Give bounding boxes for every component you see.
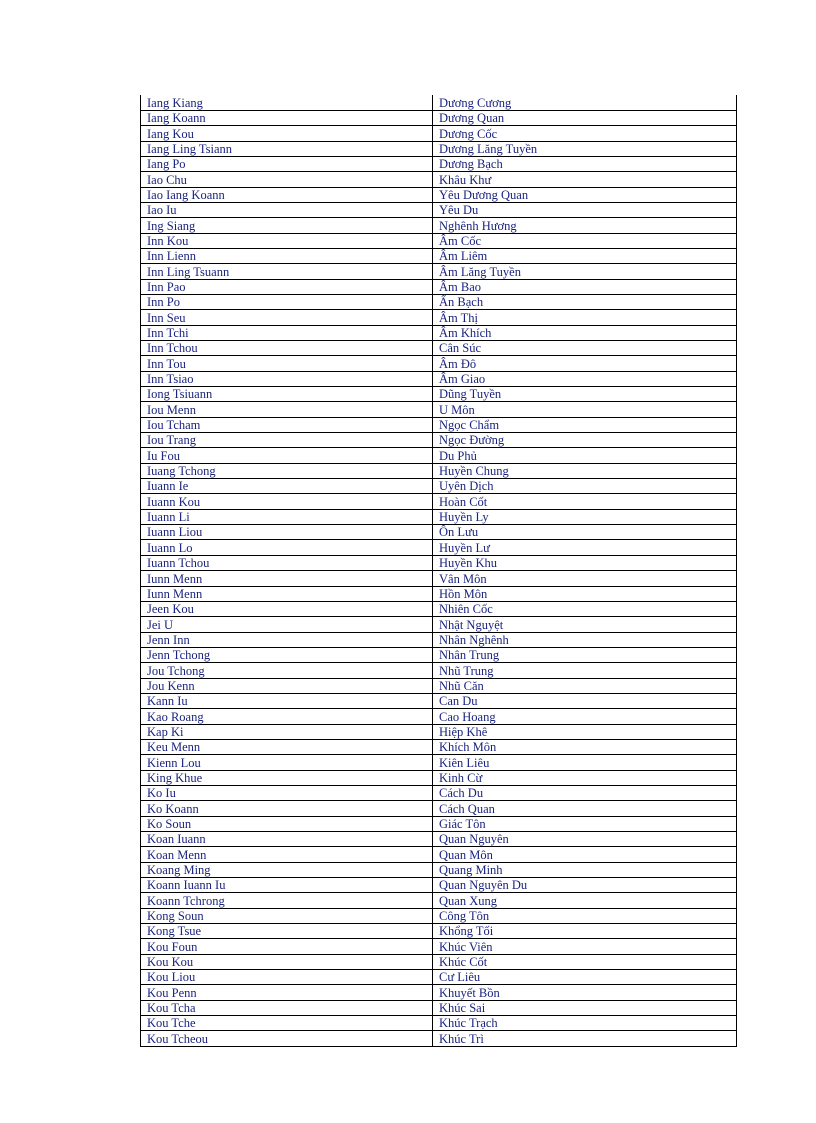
table-row [141,187,737,202]
pinyin-name-cell: Kong Tsue [141,924,433,939]
vietnamese-name-cell: Ngọc Chẩm [433,417,737,432]
pinyin-name-cell: Ko Iu [141,785,433,800]
table-row [141,1031,737,1046]
vietnamese-name-cell: Khúc Cốt [433,954,737,969]
vietnamese-name-cell: Huyền Lư [433,540,737,555]
pinyin-name-cell: Iuang Tchong [141,463,433,478]
vietnamese-name-cell: Âm Lăng Tuyền [433,264,737,279]
vietnamese-name-cell: Âm Thị [433,310,737,325]
table-row [141,248,737,263]
vietnamese-name-cell: Nhân Nghênh [433,632,737,647]
table-row [141,233,737,248]
pinyin-name-cell: Iang Koann [141,110,433,125]
pinyin-name-cell: Inn Seu [141,310,433,325]
pinyin-name-cell: Kou Kou [141,954,433,969]
table-row [141,970,737,985]
vietnamese-name-cell: Kinh Cừ [433,770,737,785]
table-row [141,755,737,770]
table-row [141,371,737,386]
table-row [141,893,737,908]
table-row [141,448,737,463]
table-row [141,617,737,632]
table-row [141,816,737,831]
vietnamese-name-cell: Âm Cốc [433,233,737,248]
pinyin-name-cell: Inn Kou [141,233,433,248]
table-row [141,141,737,156]
pinyin-name-cell: King Khue [141,770,433,785]
pinyin-name-cell: Inn Tchi [141,325,433,340]
table-row [141,110,737,125]
pinyin-name-cell: Jei U [141,617,433,632]
pinyin-name-cell: Koan Iuann [141,832,433,847]
table-row [141,954,737,969]
table-row [141,264,737,279]
vietnamese-name-cell: Khổng Tối [433,924,737,939]
pinyin-name-cell: Iuann Lo [141,540,433,555]
pinyin-name-cell: Kou Foun [141,939,433,954]
vietnamese-name-cell: Cao Hoang [433,709,737,724]
table-row [141,525,737,540]
table-row [141,341,737,356]
table-row [141,479,737,494]
table-row [141,433,737,448]
vietnamese-name-cell: Ngọc Đường [433,433,737,448]
table-row [141,908,737,923]
pinyin-name-cell: Inn Tou [141,356,433,371]
vietnamese-name-cell: Dương Lăng Tuyền [433,141,737,156]
vietnamese-name-cell: Dương Cốc [433,126,737,141]
pinyin-name-cell: Iang Kiang [141,95,433,110]
pinyin-name-cell: Koann Iuann Iu [141,878,433,893]
table-row [141,709,737,724]
pinyin-name-cell: Iao Iang Koann [141,187,433,202]
table-row [141,172,737,187]
vietnamese-name-cell: Quan Nguyên [433,832,737,847]
pinyin-name-cell: Iong Tsiuann [141,387,433,402]
table-row [141,310,737,325]
table-row [141,801,737,816]
vietnamese-name-cell: Huyền Ly [433,509,737,524]
table-row [141,770,737,785]
table-row [141,494,737,509]
pinyin-name-cell: Iuann Tchou [141,555,433,570]
pinyin-name-cell: Iunn Menn [141,571,433,586]
vietnamese-name-cell: Hoàn Cốt [433,494,737,509]
vietnamese-name-cell: Âm Khích [433,325,737,340]
vietnamese-name-cell: Cách Du [433,785,737,800]
pinyin-name-cell: Jou Kenn [141,678,433,693]
vietnamese-name-cell: Nhũ Căn [433,678,737,693]
pinyin-name-cell: Jenn Inn [141,632,433,647]
pinyin-name-cell: Inn Po [141,294,433,309]
vietnamese-name-cell: Âm Bao [433,279,737,294]
table-row [141,417,737,432]
vietnamese-name-cell: Khúc Trạch [433,1016,737,1031]
table-row [141,847,737,862]
vietnamese-name-cell: Dương Bạch [433,156,737,171]
pinyin-name-cell: Kap Ki [141,724,433,739]
pinyin-name-cell: Kienn Lou [141,755,433,770]
table-row [141,218,737,233]
table-row [141,1000,737,1015]
vietnamese-name-cell: Khúc Sai [433,1000,737,1015]
pinyin-name-cell: Kou Penn [141,985,433,1000]
table-row [141,985,737,1000]
vietnamese-name-cell: Khúc Trì [433,1031,737,1046]
pinyin-name-cell: Kann Iu [141,693,433,708]
pinyin-name-cell: Iu Fou [141,448,433,463]
vietnamese-name-cell: Ẩn Bạch [433,294,737,309]
vietnamese-name-cell: Kiên Liêu [433,755,737,770]
pinyin-name-cell: Koann Tchrong [141,893,433,908]
vietnamese-name-cell: Huyền Chung [433,463,737,478]
pinyin-name-cell: Iang Ling Tsiann [141,141,433,156]
vietnamese-name-cell: U Môn [433,402,737,417]
vietnamese-name-cell: Dương Cương [433,95,737,110]
table-row [141,279,737,294]
vietnamese-name-cell: Quan Nguyên Du [433,878,737,893]
vietnamese-name-cell: Nhân Trung [433,647,737,662]
table-body [141,95,737,1046]
vietnamese-name-cell: Yêu Du [433,202,737,217]
pinyin-name-cell: Inn Tchou [141,341,433,356]
pinyin-name-cell: Kou Tcha [141,1000,433,1015]
table-row [141,663,737,678]
pinyin-name-cell: Iao Chu [141,172,433,187]
vietnamese-name-cell: Giác Tôn [433,816,737,831]
pinyin-name-cell: Koan Menn [141,847,433,862]
table-row [141,785,737,800]
pinyin-name-cell: Iuann Kou [141,494,433,509]
table-row [141,294,737,309]
pinyin-name-cell: Jeen Kou [141,601,433,616]
vietnamese-name-cell: Du Phủ [433,448,737,463]
vietnamese-name-cell: Dũng Tuyền [433,387,737,402]
vietnamese-name-cell: Dương Quan [433,110,737,125]
vietnamese-name-cell: Nhiên Cốc [433,601,737,616]
pinyin-name-cell: Iuann Ie [141,479,433,494]
table-row [141,95,737,110]
table-row [141,387,737,402]
pinyin-name-cell: Iao Iu [141,202,433,217]
table-row [141,202,737,217]
vietnamese-name-cell: Quan Xung [433,893,737,908]
vietnamese-name-cell: Nhũ Trung [433,663,737,678]
table-row [141,878,737,893]
table-row [141,924,737,939]
pinyin-name-cell: Iunn Menn [141,586,433,601]
pinyin-name-cell: Iuann Li [141,509,433,524]
table-row [141,862,737,877]
table-row [141,832,737,847]
table-row [141,463,737,478]
pinyin-name-cell: Inn Ling Tsuann [141,264,433,279]
pinyin-name-cell: Jenn Tchong [141,647,433,662]
vietnamese-name-cell: Cư Liêu [433,970,737,985]
vietnamese-name-cell: Âm Đô [433,356,737,371]
pinyin-name-cell: Kou Tche [141,1016,433,1031]
table-row [141,632,737,647]
name-table [140,95,737,1047]
vietnamese-name-cell: Ôn Lưu [433,525,737,540]
pinyin-name-cell: Iou Tcham [141,417,433,432]
pinyin-name-cell: Iuann Liou [141,525,433,540]
pinyin-name-cell: Kou Liou [141,970,433,985]
pinyin-name-cell: Inn Pao [141,279,433,294]
pinyin-name-cell: Iang Kou [141,126,433,141]
table-row [141,724,737,739]
table-row [141,509,737,524]
pinyin-name-cell: Koang Ming [141,862,433,877]
pinyin-name-cell: Inn Lienn [141,248,433,263]
pinyin-name-cell: Iou Menn [141,402,433,417]
table-row [141,939,737,954]
pinyin-name-cell: Keu Menn [141,739,433,754]
pinyin-name-cell: Inn Tsiao [141,371,433,386]
pinyin-name-cell: Ko Soun [141,816,433,831]
vietnamese-name-cell: Công Tôn [433,908,737,923]
table-row [141,126,737,141]
vietnamese-name-cell: Huyền Khu [433,555,737,570]
vietnamese-name-cell: Quang Minh [433,862,737,877]
vietnamese-name-cell: Nhật Nguyệt [433,617,737,632]
vietnamese-name-cell: Quan Môn [433,847,737,862]
vietnamese-name-cell: Khâu Khư [433,172,737,187]
table-row [141,647,737,662]
pinyin-name-cell: Jou Tchong [141,663,433,678]
pinyin-name-cell: Ing Siang [141,218,433,233]
pinyin-name-cell: Iang Po [141,156,433,171]
table-row [141,555,737,570]
vietnamese-name-cell: Cân Súc [433,341,737,356]
vietnamese-name-cell: Khúc Viên [433,939,737,954]
table-row [141,739,737,754]
table-row [141,586,737,601]
vietnamese-name-cell: Uyên Dịch [433,479,737,494]
pinyin-name-cell: Kou Tcheou [141,1031,433,1046]
vietnamese-name-cell: Âm Giao [433,371,737,386]
table-row [141,601,737,616]
table-row [141,678,737,693]
table-row [141,402,737,417]
vietnamese-name-cell: Yêu Dương Quan [433,187,737,202]
vietnamese-name-cell: Vân Môn [433,571,737,586]
pinyin-name-cell: Ko Koann [141,801,433,816]
table-row [141,325,737,340]
vietnamese-name-cell: Can Du [433,693,737,708]
pinyin-name-cell: Iou Trang [141,433,433,448]
vietnamese-name-cell: Cách Quan [433,801,737,816]
vietnamese-name-cell: Nghênh Hương [433,218,737,233]
vietnamese-name-cell: Khuyết Bồn [433,985,737,1000]
table-row [141,693,737,708]
table-row [141,540,737,555]
table-row [141,571,737,586]
vietnamese-name-cell: Khích Môn [433,739,737,754]
pinyin-name-cell: Kao Roang [141,709,433,724]
table-row [141,356,737,371]
vietnamese-name-cell: Hiệp Khê [433,724,737,739]
vietnamese-name-cell: Âm Liêm [433,248,737,263]
table-row [141,1016,737,1031]
table-row [141,156,737,171]
vietnamese-name-cell: Hồn Môn [433,586,737,601]
pinyin-name-cell: Kong Soun [141,908,433,923]
